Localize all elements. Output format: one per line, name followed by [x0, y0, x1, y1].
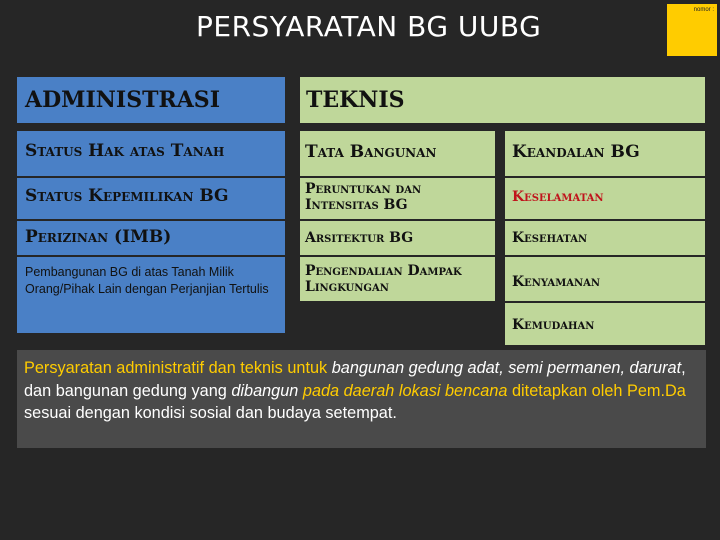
- note-text: bangunan gedung adat, semi permanen, darurat: [331, 359, 682, 377]
- teknis-header: [300, 77, 705, 123]
- administrasi-item-label: Status Kepemilikan BG: [25, 186, 229, 206]
- note-box: [17, 350, 706, 448]
- administrasi-header: [17, 77, 285, 123]
- keandalan-header: [505, 131, 705, 176]
- tata-bangunan-item-label: Pengendalian Dampak Lingkungan: [305, 263, 462, 295]
- slide-title: PERSYARATAN BG UUBG: [196, 10, 542, 43]
- tata-bangunan-header-label: Tata Bangunan: [305, 142, 437, 162]
- tata-bangunan-item: [300, 178, 495, 219]
- keandalan-item: [505, 303, 705, 345]
- keandalan-header-label: Keandalan BG: [512, 142, 640, 162]
- tata-bangunan-item: [300, 221, 495, 255]
- tata-bangunan-header: [300, 131, 495, 176]
- administrasi-item-label: Status Hak atas Tanah: [25, 141, 225, 161]
- administrasi-header-label: ADMINISTRASI: [25, 87, 220, 113]
- note-text: pada daerah lokasi bencana: [298, 381, 512, 400]
- note-text: Persyaratan administratif dan teknis untuk: [24, 359, 332, 377]
- keandalan-item-label: Kemudahan: [512, 317, 595, 333]
- note-text: dibangun: [231, 381, 299, 400]
- keandalan-item-label: Kesehatan: [512, 230, 588, 246]
- note-text: , dan bangunan gedung yang: [24, 359, 686, 400]
- keandalan-item: [505, 257, 705, 301]
- tata-bangunan-item: [300, 257, 495, 301]
- corner-label-box: [667, 4, 717, 56]
- tata-bangunan-item-label: Peruntukan dan Intensitas BG: [305, 181, 422, 213]
- teknis-header-label: TEKNIS: [306, 87, 405, 113]
- administrasi-item: [17, 178, 285, 219]
- corner-label: nomor :: [693, 7, 714, 13]
- administrasi-item: [17, 131, 285, 176]
- keandalan-item: [505, 221, 705, 255]
- keandalan-item-label: Keselamatan: [512, 189, 604, 205]
- keandalan-item-label: Kenyamanan: [512, 274, 601, 290]
- administrasi-item: [17, 257, 285, 333]
- tata-bangunan-item-label: Arsitektur BG: [305, 230, 414, 246]
- administrasi-item: [17, 221, 285, 255]
- administrasi-item-label: Pembangunan BG di atas Tanah Milik Orang/Pihak Lain dengan Perjanjian Tertulis: [25, 265, 269, 296]
- administrasi-item-label: Perizinan (IMB): [25, 227, 172, 247]
- note-text: sesuai dengan kondisi sosial dan budaya setempat.: [24, 404, 397, 422]
- note-text: ditetapkan oleh Pem.Da: [512, 381, 686, 400]
- keandalan-item: [505, 178, 705, 219]
